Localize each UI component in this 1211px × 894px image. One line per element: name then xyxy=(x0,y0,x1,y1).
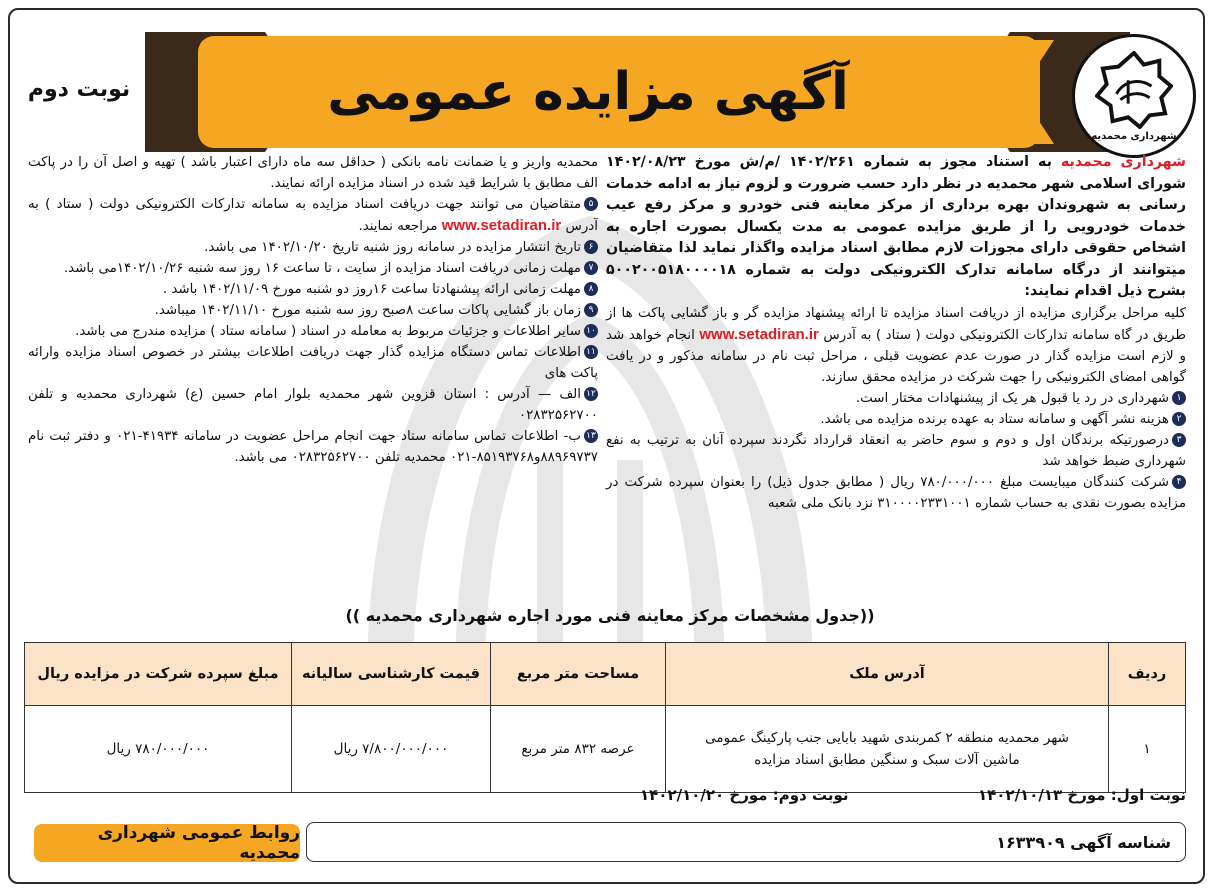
item-number-badge: ۲ xyxy=(1172,412,1186,426)
intro-paragraph xyxy=(606,303,1186,388)
list-item xyxy=(28,258,598,279)
item-text: درصورتیکه برندگان اول و دوم و سوم حاضر به انعقاد قرارداد نگردند سپرده آنان به ترتیب به نفع شهرداری ضبط خواهد شد xyxy=(606,432,1186,469)
item-text: الف — آدرس : استان قزوین شهر محمدیه بلوار امام حسین (ع) شهرداری محمدیه و تلفن ۰۲۸۳۲۵۶۲۷۰۰ xyxy=(28,387,598,423)
list-item xyxy=(28,279,598,300)
first-publish-date: نوبت اول: مورخ ۱۴۰۲/۱۰/۱۳ xyxy=(977,786,1186,804)
item-number-badge: ۳ xyxy=(1172,433,1186,447)
item-number-badge: ۸ xyxy=(584,282,598,296)
list-item xyxy=(606,388,1186,409)
lead-highlight: شهرداری محمدیه xyxy=(1060,154,1187,170)
list-item xyxy=(606,430,1186,472)
setadiran-link-2[interactable]: www.setadiran.ir xyxy=(441,217,562,234)
row-area: عرصه ۸۳۲ متر مربع xyxy=(491,706,666,793)
item-text: مهلت زمانی دریافت اسناد مزایده از سایت ، تا ساعت ۱۶ روز سه شنبه ۱۴۰۲/۱۰/۲۶می باشد. xyxy=(63,261,581,276)
row-index: ۱ xyxy=(1109,706,1186,793)
setadiran-link[interactable]: www.setadiran.ir xyxy=(699,325,819,343)
intro-text-a: کلیه مراحل برگزاری مزایده از دریافت اسناد مزایده تا ارائه پیشنهاد مزایده گر و باز گشایی پاکت ها از طریق در گاه سامانه تدارکات الکترونیکی دولت ( ستاد ) به آدرس xyxy=(606,305,1186,343)
public-relations-label: روابط عمومی شهرداری محمدیه xyxy=(34,824,300,862)
header-cell: مساحت متر مربع xyxy=(491,643,666,706)
municipality-logo xyxy=(1072,34,1196,158)
list-item xyxy=(28,300,598,321)
list-item xyxy=(28,426,598,468)
item-number-badge: ۱ xyxy=(1172,391,1186,405)
item-number-badge: ۱۲ xyxy=(584,387,598,401)
publish-dates xyxy=(640,786,1186,804)
continuation-paragraph: محمدیه واریز و یا ضمانت نامه بانکی ( حداقل سه ماه دارای اعتبار باشد ) تهیه و اصل آن را در پاکت الف مطابق با شرایط قید شده در اسناد مزایده ارائه نمایند. xyxy=(28,155,598,191)
item-number-badge: ۴ xyxy=(1172,475,1186,489)
lead-text: به استناد مجوز به شماره ۱۴۰۲/۲۶۱ /م/ش مورخ ۱۴۰۲/۰۸/۲۳ شورای اسلامی شهر محمدیه در نظر دارد حسب ضرورت و لزوم نیاز به ادامه خدمات رسانی به شهروندان بهره برداری از مرکز معاینه فنی خودرو و مرکز رفع عیب خدمات خودرویی را از طریق مزایده عمومی به مدت یکسال بصورت اجاره به اشخاص حقوقی دارای مجوزات لازم مطابق اسناد مزایده واگذار نماید لذا متقاضیان میتوانند از درگاه سامانه تدارک الکترونیکی دولت به شماره ۵۰۰۲۰۰۵۱۸۰۰۰۰۱۸ بشرح ذیل اقدام نمایند: xyxy=(606,154,1186,299)
item-number-badge: ۷ xyxy=(584,261,598,275)
page-title: آگهی مزایده عمومی xyxy=(327,62,849,122)
list-item xyxy=(28,194,598,237)
item-number-badge: ۱۰ xyxy=(584,324,598,338)
list-item xyxy=(28,342,598,384)
list-item xyxy=(28,384,598,426)
table-title: ((جدول مشخصات مرکز معاینه فنی مورد اجاره شهرداری محمدیه )) xyxy=(345,606,875,625)
item-text: شرکت کنندگان میبایست مبلغ ۷۸۰/۰۰۰/۰۰۰ ریال ( مطابق جدول ذیل) را بعنوان سپرده شرکت در مزایده بصورت نقدی به حساب شماره ۳۱۰۰۰۰۲۳۳۱۰۰۱ نزد بانک ملی شعبه xyxy=(606,474,1186,511)
second-notice-tag: نوبت دوم xyxy=(27,76,131,102)
item-number-badge: ۱۳ xyxy=(584,429,598,443)
ad-id: شناسه آگهی ۱۶۳۳۹۰۹ xyxy=(996,832,1171,852)
list-item xyxy=(606,409,1186,430)
row-deposit: ۷۸۰/۰۰۰/۰۰۰ ریال xyxy=(25,706,292,793)
item-number-badge: ۵ xyxy=(584,197,598,211)
item-text: سایر اطلاعات و جزئیات مربوط به معامله در اسناد ( سامانه ستاد ) مزایده مندرج می باشد. xyxy=(75,324,581,339)
item-text: متقاضیان می توانند جهت دریافت اسناد مزایده به سامانه تدارکات الکترونیکی دولت ( ستاد ) به آدرس xyxy=(28,197,598,234)
item-number-badge: ۶ xyxy=(584,240,598,254)
body-left-column xyxy=(28,152,598,468)
item-text-tail: مراجعه نمایند. xyxy=(358,219,442,234)
lead-paragraph xyxy=(606,152,1186,303)
intro-text-b: انجام خواهد شد و لازم است مزایده گذار در صورت عدم عضویت قبلی ، مراحل ثبت نام در سامانه مذکور و در یافت گواهی امضای الکترونیکی را جهت شرکت در مزایده محقق سازند. xyxy=(606,327,1186,385)
header-cell: قیمت کارشناسی سالیانه xyxy=(292,643,491,706)
row-address xyxy=(666,706,1109,793)
table-row xyxy=(25,706,1186,793)
item-text: اطلاعات تماس دستگاه مزایده گذار جهت دریافت اطلاعات بیشتر در خصوص اسناد مزایده وارائه پاکت های xyxy=(28,345,598,381)
list-item xyxy=(606,472,1186,514)
body-right-column xyxy=(606,152,1186,514)
address-line: شهر محمدیه منطقه ۲ کمربندی شهید بابایی جنب پارکینگ عمومی xyxy=(705,730,1069,746)
item-text: هزینه نشر آگهی و سامانه ستاد به عهده برنده مزایده می باشد. xyxy=(820,411,1169,427)
header-cell: آدرس ملک xyxy=(666,643,1109,706)
row-price: ۷/۸۰۰/۰۰۰/۰۰۰ ریال xyxy=(292,706,491,793)
emblem-icon xyxy=(1095,51,1173,129)
item-text: شهرداری در رد یا قبول هر یک از پیشنهادات مختار است. xyxy=(855,390,1169,406)
item-text: مهلت زمانی ارائه پیشنهادتا ساعت ۱۶روز دو شنبه مورخ ۱۴۰۲/۱۱/۰۹ باشد . xyxy=(162,282,581,297)
logo-caption: شهرداری محمدیه xyxy=(1091,130,1177,142)
header-cell: ردیف xyxy=(1109,643,1186,706)
table-header-row xyxy=(25,643,1186,706)
item-number-badge: ۱۱ xyxy=(584,345,598,359)
item-text: زمان باز گشایی پاکات ساعت ۸صبح روز سه شنبه مورخ ۱۴۰۲/۱۱/۱۰ میباشد. xyxy=(154,303,581,318)
list-item xyxy=(28,237,598,258)
item-text: ب- اطلاعات تماس سامانه ستاد جهت انجام مراحل عضویت در سامانه ۴۱۹۳۴-۰۲۱ و دفتر ثبت نام ۸۸۹۶۹۷۳۷و۸۵۱۹۳۷۶۸-۰۲۱ محمدیه تلفن ۰۲۸۳۲۵۶۲۷۰۰ می باشد. xyxy=(28,429,598,465)
address-line: ماشین آلات سبک و سنگین مطابق اسناد مزایده xyxy=(754,752,1020,768)
item-text: تاریخ انتشار مزایده در سامانه روز شنبه تاریخ ۱۴۰۲/۱۰/۲۰ می باشد. xyxy=(204,240,581,255)
ad-id-bar xyxy=(306,822,1186,862)
second-publish-date: نوبت دوم: مورخ ۱۴۰۲/۱۰/۲۰ xyxy=(640,786,849,804)
spec-table xyxy=(24,642,1186,793)
item-number-badge: ۹ xyxy=(584,303,598,317)
header-cell: مبلغ سپرده شرکت در مزایده ریال xyxy=(25,643,292,706)
list-item xyxy=(28,321,598,342)
